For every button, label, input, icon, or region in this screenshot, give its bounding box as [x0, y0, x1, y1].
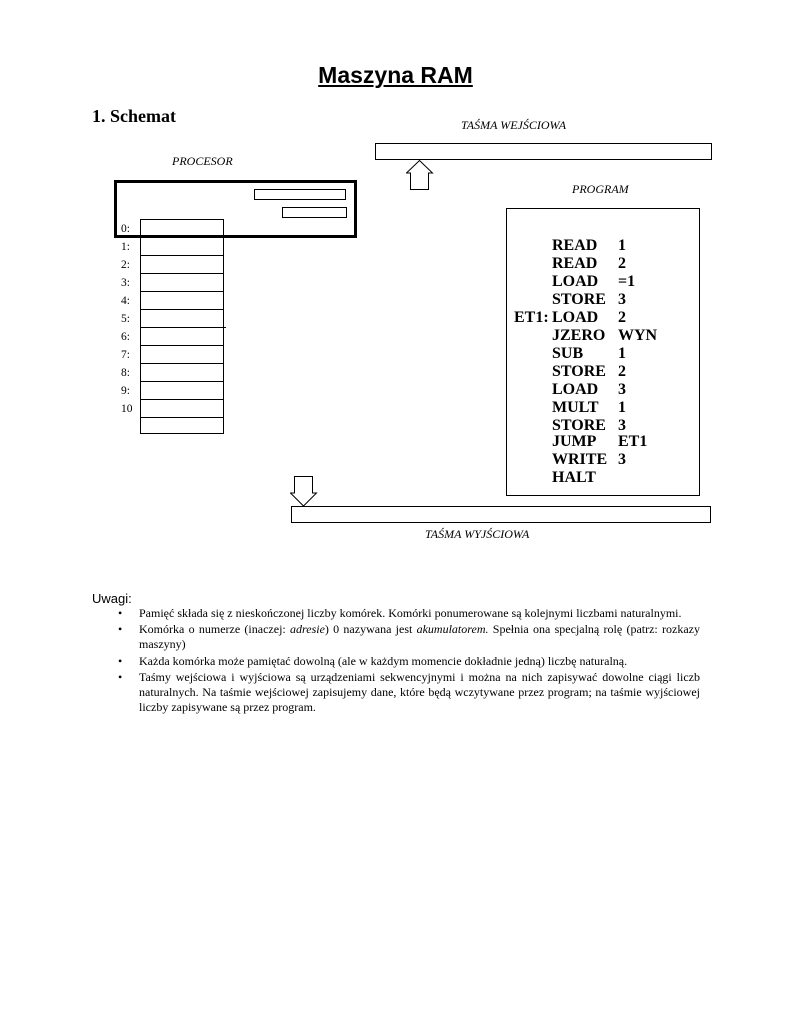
note-item: • Każda komórka może pamiętać dowolną (ale w każdym momencie dokładnie jedną) liczbę naturalną.: [118, 653, 628, 668]
bullet-icon: •: [118, 669, 123, 684]
bullet-icon: •: [118, 606, 123, 620]
memory-label: 0:: [121, 223, 130, 235]
input-tape: [375, 143, 712, 160]
program-op: HALT: [552, 469, 596, 486]
memory-divider: [140, 291, 224, 292]
output-tape: [291, 506, 711, 523]
memory-label: 5:: [121, 313, 130, 325]
bullet-icon: •: [118, 653, 123, 668]
input-tape-label: TAŚMA WEJŚCIOWA: [461, 118, 567, 132]
program-arg: 3: [618, 291, 626, 308]
program-op: JZERO: [552, 327, 606, 344]
memory-divider: [140, 237, 224, 238]
memory-divider: [140, 399, 224, 400]
processor-register-2: [282, 207, 347, 218]
program-arg: =1: [618, 273, 636, 290]
page-title: Maszyna RAM: [318, 62, 473, 88]
memory-label: 1:: [121, 241, 130, 253]
program-label: PROGRAM: [572, 182, 629, 196]
bullet-icon: •: [118, 622, 123, 637]
program-op: LOAD: [552, 381, 599, 398]
output-arrow-icon: [290, 476, 318, 507]
program-op: LOAD: [552, 309, 599, 326]
program-op: READ: [552, 237, 598, 254]
program-op: STORE: [552, 417, 606, 434]
memory-label: 8:: [121, 367, 130, 379]
program-arg: 2: [618, 255, 626, 272]
program-arg: 3: [618, 417, 626, 434]
memory-label: 2:: [121, 259, 130, 271]
program-op: SUB: [552, 345, 584, 362]
program-op: READ: [552, 255, 598, 272]
program-op: WRITE: [552, 451, 608, 468]
program-arg: ET1: [618, 433, 648, 450]
memory-divider: [140, 309, 224, 310]
program-arg: 1: [618, 345, 626, 362]
notes-list: [118, 606, 700, 716]
memory-label: 6:: [121, 331, 130, 343]
program-arg: 3: [618, 381, 626, 398]
memory-label: 10: [121, 403, 133, 415]
memory-divider: [140, 327, 226, 328]
program-arg: 2: [618, 309, 626, 326]
processor-register-1: [254, 189, 346, 200]
processor-label: PROCESOR: [172, 154, 233, 168]
program-arg: 3: [618, 451, 626, 468]
output-tape-label: TAŚMA WYJŚCIOWA: [425, 527, 530, 541]
program-op: LOAD: [552, 273, 599, 290]
note-item: • Komórka o numerze (inaczej: adresie) 0 nazywana jest akumulatorem. Spełnia ona specjalną rolę (patrz: rozkazy maszyny): [118, 622, 701, 652]
memory-divider: [140, 381, 224, 382]
program-op: STORE: [552, 363, 606, 380]
program-op: MULT: [552, 399, 599, 416]
memory-divider: [140, 363, 224, 364]
program-arg: 1: [618, 237, 626, 254]
program-arg: WYN: [618, 327, 658, 344]
program-arg: 2: [618, 363, 626, 380]
memory-divider: [140, 345, 224, 346]
program-arg: 1: [618, 399, 626, 416]
section-heading: 1. Schemat: [92, 106, 176, 126]
note-item: • Pamięć składa się z nieskończonej liczby komórek. Komórki ponumerowane są kolejnymi liczbami naturalnymi.: [118, 606, 682, 620]
program-op: STORE: [552, 291, 606, 308]
input-arrow-icon: [406, 160, 434, 190]
memory-divider: [140, 417, 224, 418]
program-op: JUMP: [552, 433, 597, 450]
program-label-et1: ET1:: [514, 309, 549, 326]
memory-label: 4:: [121, 295, 130, 307]
memory-label: 9:: [121, 385, 130, 397]
notes-heading: Uwagi:: [92, 591, 132, 606]
memory-label: 7:: [121, 349, 130, 361]
memory-divider: [140, 273, 224, 274]
note-item: • Taśmy wejściowa i wyjściowa są urządzeniami sekwencyjnymi i można na nich zapisywać dowolne ciągi liczb naturalnych. Na taśmie wejściowej zapisujemy dane, które będą wczytywane przez program; na taśmie wyjściowej liczby zapisywane są przez program.: [118, 669, 700, 715]
memory-divider: [140, 255, 224, 256]
memory-label: 3:: [121, 277, 130, 289]
